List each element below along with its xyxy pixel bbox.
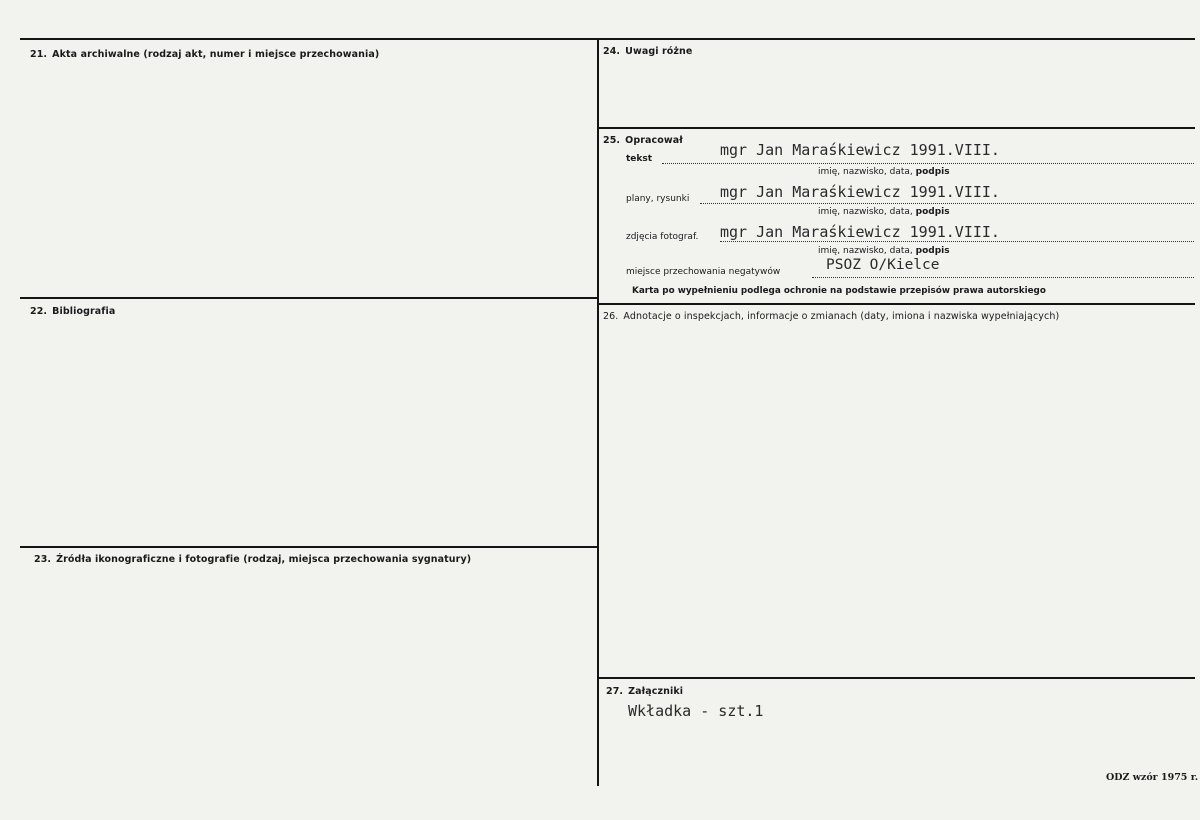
negatives-value: PSOZ O/Kielce: [826, 257, 940, 273]
negatives-line: [812, 277, 1194, 278]
divider-21-22: [20, 297, 597, 299]
divider-24-25: [597, 127, 1195, 129]
section-23-title: [34, 554, 471, 565]
section-26-title: [603, 311, 1059, 322]
author-text-caption: [818, 167, 950, 177]
top-border: [20, 38, 1195, 40]
section-21-number: 21.: [30, 49, 48, 60]
author-text-caption-bold: podpis: [915, 167, 950, 177]
author-plans-caption: [818, 207, 950, 217]
author-plans-caption-bold: podpis: [915, 207, 950, 217]
divider-22-23: [20, 546, 597, 548]
section-24-number: 24.: [603, 46, 621, 57]
section-24-title: [603, 46, 692, 57]
section-23-label: Źródła ikonograficzne i fotografie (rodzaj, miejsca przechowania sygnatury): [56, 554, 472, 565]
section-25-title: [603, 135, 683, 146]
divider-26-27: [597, 677, 1195, 679]
author-text-label: tekst: [626, 154, 653, 164]
section-22-number: 22.: [30, 306, 48, 317]
section-27-number: 27.: [606, 686, 624, 697]
author-photos-line: [720, 241, 1194, 242]
section-21-title: [30, 49, 379, 60]
author-text-caption-plain: imię, nazwisko, data,: [818, 167, 913, 177]
section-27-label: Załączniki: [628, 686, 684, 697]
divider-25-26: [597, 303, 1195, 305]
section-25-label: Opracował: [625, 135, 683, 146]
section-22-label: Bibliografia: [52, 306, 116, 317]
author-photos-caption-plain: imię, nazwisko, data,: [818, 246, 913, 256]
author-photos-value: mgr Jan Maraśkiewicz 1991.VIII.: [720, 223, 1000, 241]
section-27-title: [606, 686, 683, 697]
author-text-line: [662, 163, 1194, 164]
section-21-label: Akta archiwalne (rodzaj akt, numer i miejsce przechowania): [52, 49, 380, 60]
section-26-number: 26.: [603, 311, 619, 322]
section-24-label: Uwagi różne: [625, 46, 693, 57]
attachments-value: Wkładka - szt.1: [628, 702, 764, 720]
author-plans-caption-plain: imię, nazwisko, data,: [818, 207, 913, 217]
section-22-title: [30, 306, 115, 317]
author-plans-label: plany, rysunki: [626, 194, 690, 204]
author-plans-value: mgr Jan Maraśkiewicz 1991.VIII.: [720, 183, 1000, 201]
author-photos-caption-bold: podpis: [915, 246, 950, 256]
author-text-value: mgr Jan Maraśkiewicz 1991.VIII.: [720, 141, 1000, 159]
negatives-label: miejsce przechowania negatywów: [626, 267, 781, 277]
author-plans-line: [700, 203, 1194, 204]
section-23-number: 23.: [34, 554, 52, 565]
center-divider: [597, 38, 599, 786]
form-version: ODZ wzór 1975 r.: [1106, 772, 1199, 783]
section-25-number: 25.: [603, 135, 621, 146]
author-photos-caption: [818, 246, 950, 256]
section-26-label: Adnotacje o inspekcjach, informacje o zmianach (daty, imiona i nazwiska wypełniających): [623, 311, 1060, 322]
copyright-notice: Karta po wypełnieniu podlega ochronie na podstawie przepisów prawa autorskiego: [632, 286, 1046, 296]
author-photos-label: zdjęcia fotograf.: [626, 232, 699, 242]
